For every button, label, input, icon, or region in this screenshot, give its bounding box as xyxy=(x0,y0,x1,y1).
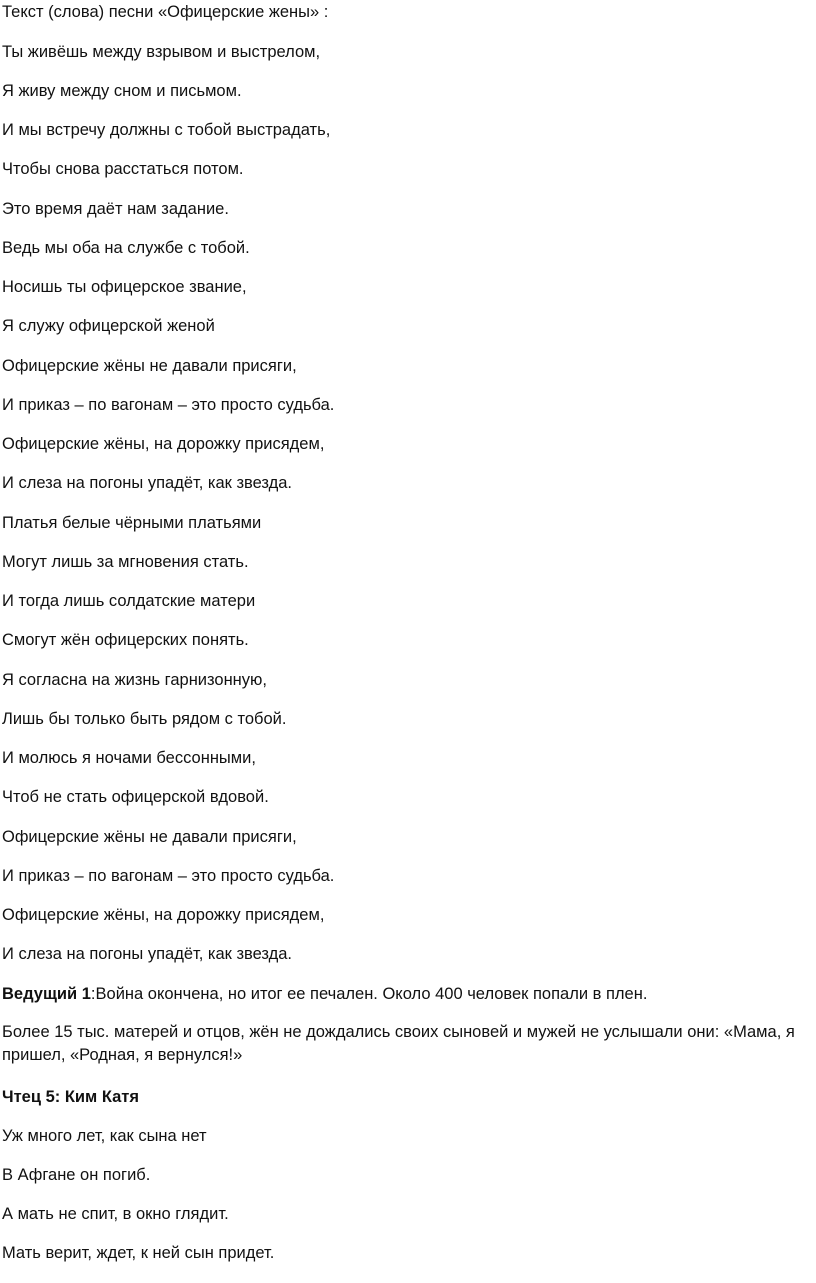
song-line-15: И тогда лишь солдатские матери xyxy=(2,592,256,610)
song-line-17: Я согласна на жизнь гарнизонную, xyxy=(2,671,268,689)
song-line-16: Смогут жён офицерских понять. xyxy=(2,631,249,649)
song-line-7: Носишь ты офицерское звание, xyxy=(2,278,247,296)
song-line-24: И слеза на погоны упадёт, как звезда. xyxy=(2,945,293,963)
song-line-22: И приказ – по вагонам – это просто судьба. xyxy=(2,867,335,885)
host-text: :Война окончена, но итог ее печален. Около 400 человек попали в плен. xyxy=(90,985,648,1003)
song-line-14: Могут лишь за мгновения стать. xyxy=(2,553,249,571)
poem-line-4: Мать верит, ждет, к ней сын придет. xyxy=(2,1244,275,1262)
song-line-6: Ведь мы оба на службе с тобой. xyxy=(2,239,250,257)
song-line-11: Офицерские жёны, на дорожку присядем, xyxy=(2,435,325,453)
narration-paragraph: Более 15 тыс. матерей и отцов, жён не дождались своих сыновей и мужей не услышали они: «Мама, я пришел, «Родная, я вернулся!» xyxy=(2,1023,795,1064)
song-line-21: Офицерские жёны не давали присяги, xyxy=(2,828,297,846)
reader-heading: Чтец 5: Ким Катя xyxy=(2,1088,139,1106)
document-title: Текст (слова) песни «Офицерские жены» : xyxy=(2,3,329,21)
host-label: Ведущий 1 xyxy=(2,985,91,1003)
song-line-13: Платья белые чёрными платьями xyxy=(2,514,262,532)
song-line-3: И мы встречу должны с тобой выстрадать, xyxy=(2,121,331,139)
song-line-9: Офицерские жёны не давали присяги, xyxy=(2,357,297,375)
poem-line-1: Уж много лет, как сына нет xyxy=(2,1127,207,1145)
host-remark xyxy=(2,984,647,1004)
song-line-19: И молюсь я ночами бессонными, xyxy=(2,749,256,767)
poem-line-3: А мать не спит, в окно глядит. xyxy=(2,1205,229,1223)
song-line-5: Это время даёт нам задание. xyxy=(2,200,229,218)
song-line-18: Лишь бы только быть рядом с тобой. xyxy=(2,710,287,728)
song-line-10: И приказ – по вагонам – это просто судьба. xyxy=(2,396,335,414)
song-line-2: Я живу между сном и письмом. xyxy=(2,82,242,100)
song-line-12: И слеза на погоны упадёт, как звезда. xyxy=(2,474,293,492)
poem-line-2: В Афгане он погиб. xyxy=(2,1166,151,1184)
song-line-20: Чтоб не стать офицерской вдовой. xyxy=(2,788,269,806)
song-line-23: Офицерские жёны, на дорожку присядем, xyxy=(2,906,325,924)
song-line-8: Я служу офицерской женой xyxy=(2,317,215,335)
song-line-1: Ты живёшь между взрывом и выстрелом, xyxy=(2,43,321,61)
song-line-4: Чтобы снова расстаться потом. xyxy=(2,160,244,178)
